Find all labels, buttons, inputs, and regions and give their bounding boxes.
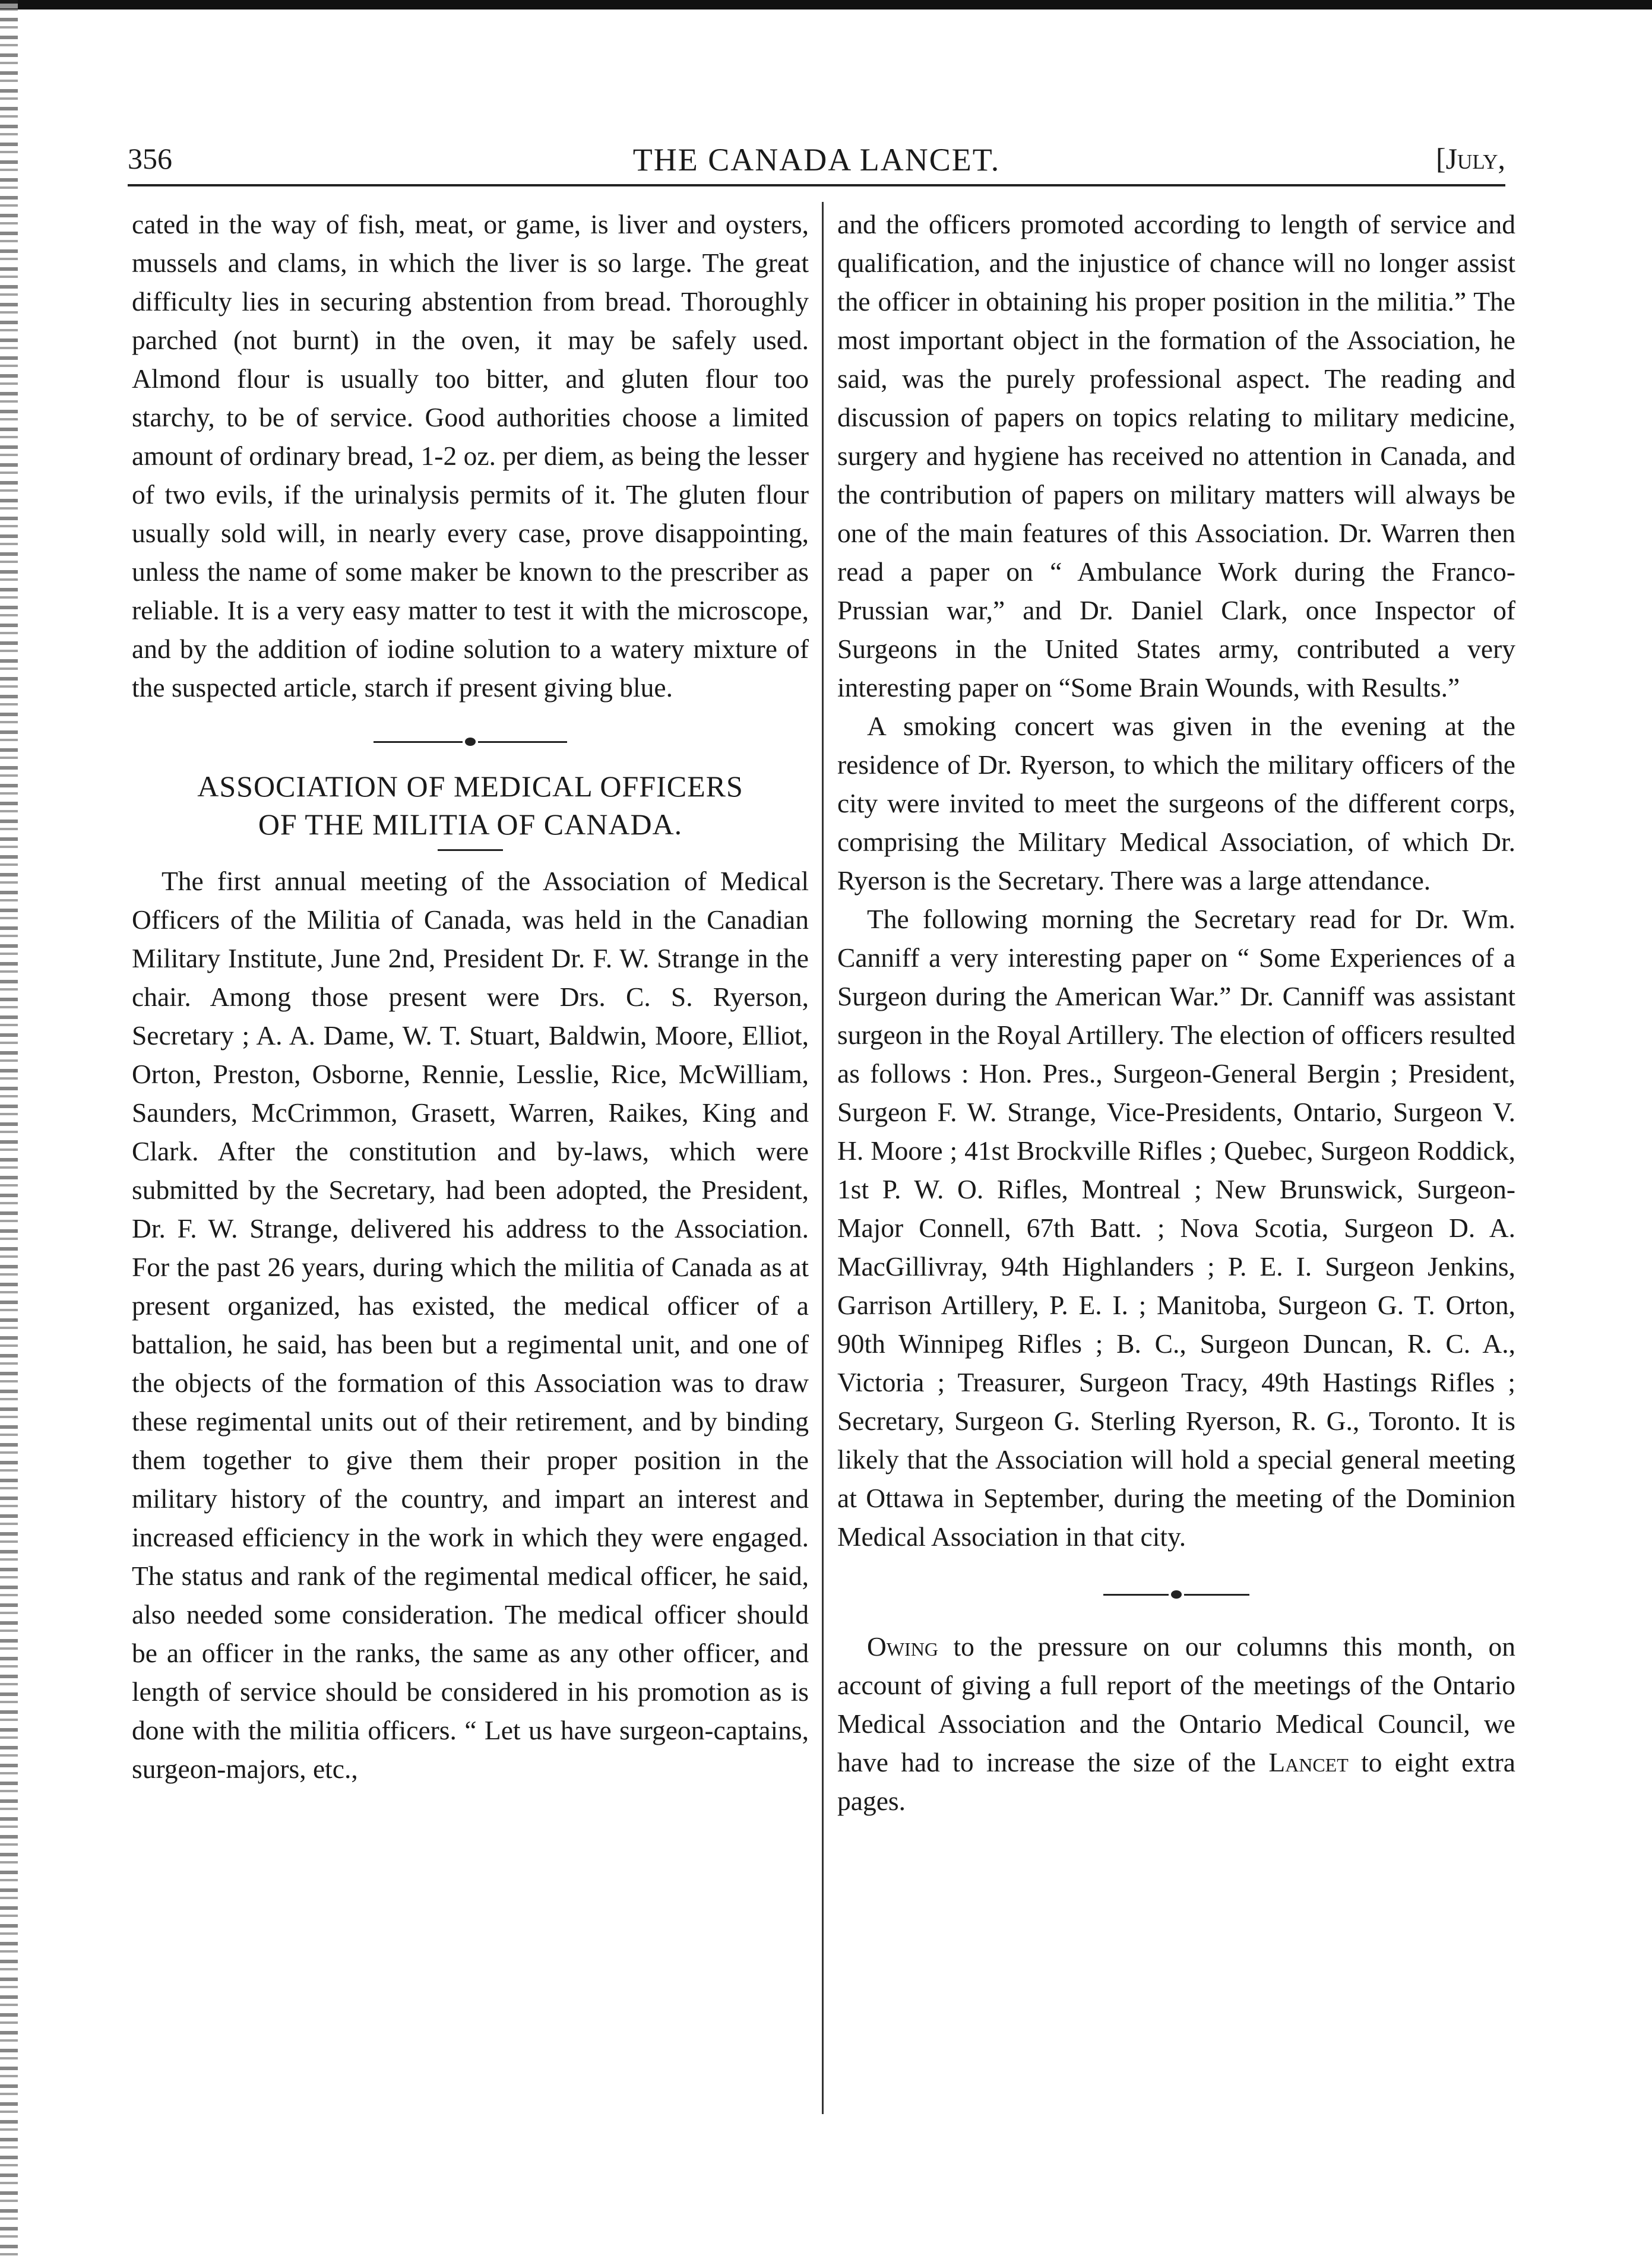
top-border [0, 0, 1652, 10]
binding-edge [0, 0, 18, 2259]
section-ornament [837, 1590, 1515, 1599]
continued-paragraph: cated in the way of fish, meat, or game, is liver and oysters, mussels and clams, in which the liver is so large. The great difficulty lies in securing abstention from bread. Thoroughly parched (not burnt) in the oven, it may be safely used. Almond flour is usually too bitter, and gluten flour too starchy, to be of service. Good authorities choose a limited amount of ordinary bread, 1-2 oz. per diem, as being the lesser of two evils, if the urinalysis permits of it. The gluten flour usually sold will, in nearly every case, prove disappointing, unless the name of some maker be known to the prescriber as reliable. It is a very easy matter to test it with the microscope, and by the addition of iodine solution to a watery mixture of the suspected article, starch if present giving blue. [132, 209, 809, 703]
heading-rule [438, 849, 503, 851]
article-heading-line2: OF THE MILITIA OF CANADA. [258, 808, 683, 841]
notice-lancet: Lancet [1268, 1747, 1349, 1777]
article-heading-line1: ASSOCIATION OF MEDICAL OFFICERS [197, 770, 743, 803]
article-paragraph: The first annual meeting of the Association of Medical Officers of the Militia of Canada, was held in the Canadian Military Institute, June 2nd, President Dr. F. W. Strange in the chair. Among those present were Drs. C. S. Ryerson, Secretary ; A. A. Dame, W. T. Stuart, Baldwin, Moore, Elliot, Orton, Preston, Osborne, Rennie, Lesslie, Rice, McWilliam, Saunders, McCrimmon, Grasett, Warren, Raikes, King and Clark. After the constitution and by-laws, which were submitted by the Secretary, had been adopted, the President, Dr. F. W. Strange, delivered his address to the Association. For the past 26 years, during which the militia of Canada as at present organized, has existed, the medical officer of a battalion, he said, has been but a regimental unit, and one of the objects of the formation of this Association was to draw these regimental units out of their retirement, and by binding them together to give them their proper position in the military history of the country, and impart an interest and increased efficiency in the work in which they were engaged. The status and rank of the regimental medical officer, he said, also needed some consideration. The medical officer should be an officer in the ranks, the same as any other officer, and length of service should be considered in his promotion as is done with the militia officers. “ Let us have surgeon-captains, surgeon-majors, etc., [132, 866, 809, 1784]
ornament-line [374, 741, 463, 743]
header-rule [128, 184, 1505, 186]
column-divider [822, 202, 824, 2114]
election-paragraph: The following morning the Secretary read for Dr. Wm. Canniff a very interesting paper on “ Some Experiences of a Surgeon during the American War.” Dr. Canniff was assistant surgeon in the Royal Artillery. The election of officers resulted as follows : Hon. Pres., Surgeon-General Bergin ; President, Surgeon F. W. Strange, Vice-Presidents, Ontario, Surgeon V. H. Moore ; 41st Brockville Rifles ; Quebec, Surgeon Roddick, 1st P. W. O. Rifles, Montreal ; New Brunswick, Surgeon-Major Connell, 67th Batt. ; Nova Scotia, Surgeon D. A. MacGillivray, 94th Highlanders ; P. E. I. Surgeon Jenkins, Garrison Artillery, P. E. I. ; Manitoba, Surgeon G. T. Orton, 90th Winnipeg Rifles ; B. C., Surgeon Duncan, R. C. A., Victoria ; Treasurer, Surgeon Tracy, 49th Hastings Rifles ; Secretary, Surgeon G. Sterling Ryerson, R. G., Toronto. It is likely that the Association will hold a special general meeting at Ottawa in September, during the meeting of the Dominion Medical Association in that city. [837, 904, 1515, 1552]
editorial-notice [837, 1627, 1515, 1820]
journal-title: THE CANADA LANCET. [632, 142, 1001, 178]
ornament-line [1184, 1594, 1249, 1596]
ornament-line [478, 741, 567, 743]
left-column [132, 205, 809, 1788]
right-column [837, 205, 1515, 1820]
ornament-dot [1171, 1590, 1182, 1599]
notice-end: to eight extra pages. [837, 1747, 1515, 1816]
running-header [128, 141, 1505, 189]
section-ornament [132, 738, 809, 746]
smoking-concert-paragraph: A smoking concert was given in the evening at the residence of Dr. Ryerson, to which the military officers of the city were invited to meet the surgeons of the different corps, comprising the Military Medical Association, of which Dr. Ryerson is the Secretary. There was a large attendance. [837, 711, 1515, 896]
notice-lead: Owing [867, 1631, 938, 1662]
notice-text: to the pressure on our columns this month, on account of giving a full report of the meetings of the Ontario Medical Association and the Ontario Medical Council, we have had to increase the size of the [837, 1631, 1515, 1777]
issue-month: [July, [1435, 142, 1505, 175]
ornament-dot [465, 738, 476, 746]
continued-article-paragraph: and the officers promoted according to length of service and qualification, and the injustice of chance will no longer assist the officer in obtaining his proper position in the militia.” The most important object in the formation of the Association, he said, was the purely professional aspect. The reading and discussion of papers on topics relating to military medicine, surgery and hygiene has received no attention in Canada, and the contribution of papers on military matters will always be one of the main features of this Association. Dr. Warren then read a paper on “ Ambulance Work during the Franco-Prussian war,” and Dr. Daniel Clark, once Inspector of Surgeons in the United States army, contributed a very interesting paper on “Some Brain Wounds, with Results.” [837, 209, 1515, 703]
page-number: 356 [128, 142, 172, 175]
ornament-line [1103, 1594, 1169, 1596]
article-heading [132, 767, 809, 843]
